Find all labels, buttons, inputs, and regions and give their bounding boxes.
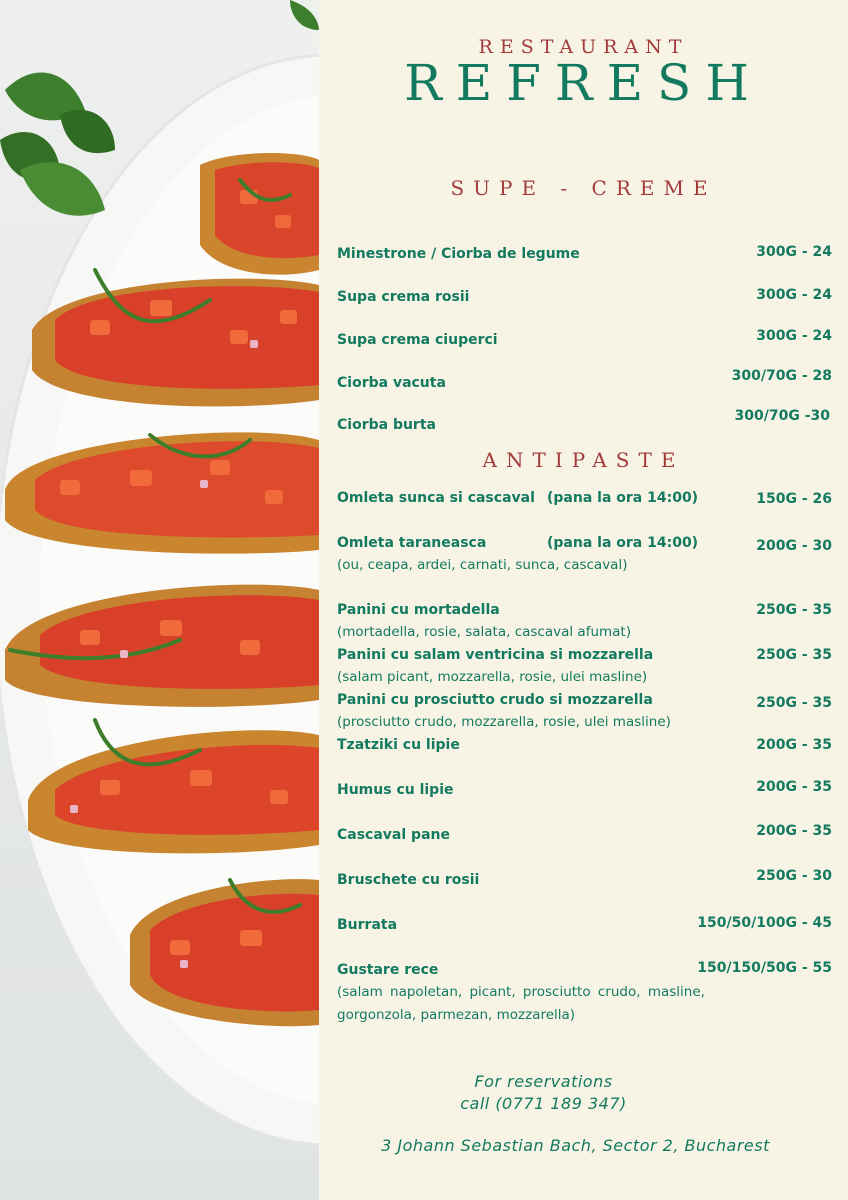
item-name: Tzatziki cu lipie: [337, 737, 460, 753]
item-name: Omleta sunca si cascaval: [337, 490, 535, 506]
item-price: 300G - 24: [756, 328, 832, 344]
item-name: Panini cu mortadella: [337, 602, 500, 618]
item-name: Humus cu lipie: [337, 782, 454, 798]
item-name: Panini cu prosciutto crudo si mozzarella: [337, 692, 653, 708]
item-price: 250G - 30: [756, 868, 832, 884]
item-price: 150/50/100G - 45: [697, 915, 832, 931]
item-description: (mortadella, rosie, salata, cascaval afumat): [337, 624, 631, 640]
item-description: (ou, ceapa, ardei, carnati, sunca, cascaval): [337, 557, 628, 573]
item-name: Omleta taraneasca: [337, 535, 487, 551]
item-price: 200G - 35: [756, 737, 832, 753]
section-title-soups: SUPE - CREME: [450, 176, 717, 200]
item-price: 300G - 24: [756, 244, 832, 260]
item-price: 300/70G -30: [734, 408, 830, 424]
item-description: gorgonzola, parmezan, mozzarella): [337, 1007, 576, 1023]
item-price: 250G - 35: [756, 602, 832, 618]
item-price: 300/70G - 28: [731, 368, 832, 384]
item-name: Ciorba vacuta: [337, 375, 446, 391]
item-name: Supa crema ciuperci: [337, 332, 498, 348]
item-price: 150G - 26: [756, 491, 832, 507]
bruschetta-photo: [0, 0, 319, 1200]
item-name: Bruschete cu rosii: [337, 872, 480, 888]
item-note: (pana la ora 14:00): [547, 535, 699, 551]
item-name: Gustare rece: [337, 962, 439, 978]
item-name: Cascaval pane: [337, 827, 450, 843]
bruschetta-illustration: [0, 0, 319, 1200]
item-price: 200G - 35: [756, 823, 832, 839]
item-name: Ciorba burta: [337, 417, 436, 433]
restaurant-kicker: RESTAURANT: [478, 36, 689, 58]
restaurant-address: 3 Johann Sebastian Bach, Sector 2, Bucharest: [381, 1136, 770, 1155]
item-price: 150/150/50G - 55: [697, 960, 832, 976]
menu-panel: [319, 0, 848, 1200]
item-name: Panini cu salam ventricina si mozzarella: [337, 647, 654, 663]
item-price: 200G - 30: [756, 538, 832, 554]
item-price: 250G - 35: [756, 647, 832, 663]
item-description: (salam picant, mozzarella, rosie, ulei masline): [337, 669, 648, 685]
item-price: 250G - 35: [756, 695, 832, 711]
item-price: 200G - 35: [756, 779, 832, 795]
item-description: (salam napoletan, picant, prosciutto crudo, masline,: [337, 984, 705, 1000]
item-description: (prosciutto crudo, mozzarella, rosie, ulei masline): [337, 714, 671, 730]
item-note: (pana la ora 14:00): [547, 490, 699, 506]
item-name: Burrata: [337, 917, 398, 933]
item-price: 300G - 24: [756, 287, 832, 303]
item-name: Supa crema rosii: [337, 289, 470, 305]
reservations-label: For reservations: [474, 1072, 613, 1091]
item-name: Minestrone / Ciorba de legume: [337, 246, 580, 262]
reservations-phone[interactable]: call (0771 189 347): [460, 1094, 627, 1113]
restaurant-name: REFRESH: [404, 54, 763, 112]
section-title-antipaste: ANTIPASTE: [482, 448, 685, 472]
